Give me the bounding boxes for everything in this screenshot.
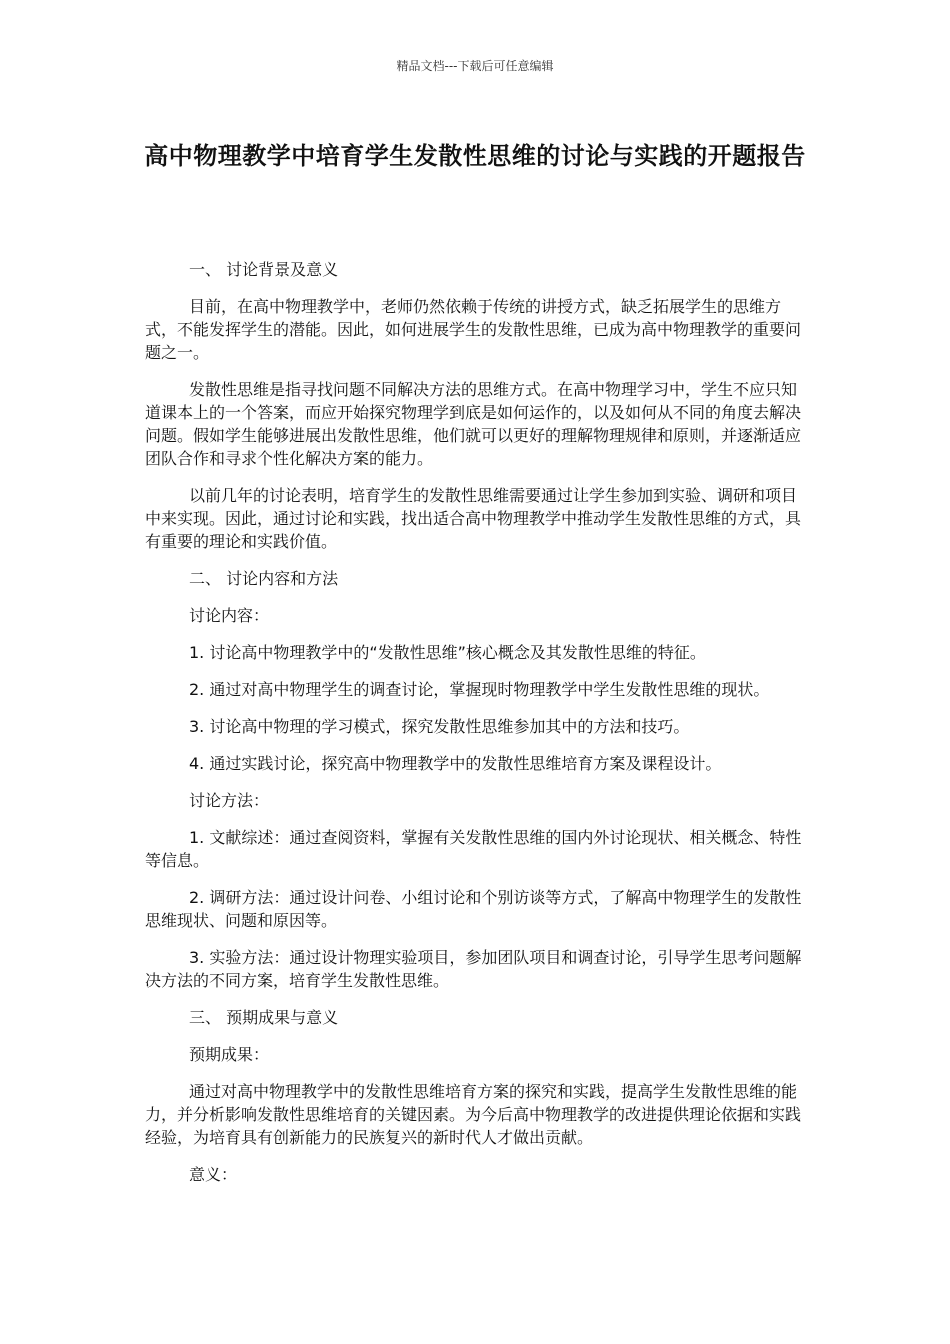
subheading: 讨论内容： bbox=[189, 606, 270, 625]
list-item: 3. 讨论高中物理的学习模式，探究发散性思维参加其中的方法和技巧。 bbox=[189, 717, 690, 736]
list-item: 4. 通过实践讨论，探究高中物理教学中的发散性思维培育方案及课程设计。 bbox=[189, 754, 722, 773]
list-item: 2. 调研方法：通过设计问卷、小组讨论和个别访谈等方式，了解高中物理学生的发散性思维现状、问题和原因等。 bbox=[145, 888, 802, 930]
list-item: 2. 通过对高中物理学生的调查讨论，掌握现时物理教学中学生发散性思维的现状。 bbox=[189, 680, 770, 699]
subheading: 预期成果： bbox=[189, 1045, 270, 1064]
subheading: 意义： bbox=[189, 1165, 238, 1184]
paragraph: 通过对高中物理教学中的发散性思维培育方案的探究和实践，提高学生发散性思维的能力，并分析影响发散性思维培育的关键因素。为今后高中物理教学的改进提供理论依据和实践经验，为培育具有创新能力的民族复兴的新时代人才做出贡献。 bbox=[145, 1082, 802, 1147]
document-title: 高中物理教学中培育学生发散性思维的讨论与实践的开题报告 bbox=[144, 142, 806, 170]
paragraph: 目前，在高中物理教学中，老师仍然依赖于传统的讲授方式，缺乏拓展学生的思维方式，不能发挥学生的潜能。因此，如何进展学生的发散性思维，已成为高中物理教学的重要问题之一。 bbox=[145, 297, 802, 362]
subheading: 讨论方法： bbox=[189, 791, 270, 810]
paragraph: 发散性思维是指寻找问题不同解决方法的思维方式。在高中物理学习中，学生不应只知道课本上的一个答案，而应开始探究物理学到底是如何运作的，以及如何从不同的角度去解决问题。假如学生能够进展出发散性思维，他们就可以更好的理解物理规律和原则，并逐渐适应团队合作和寻求个性化解决方案的能力。 bbox=[145, 380, 802, 468]
section-heading: 一、 讨论背景及意义 bbox=[189, 260, 339, 279]
list-item: 1. 讨论高中物理教学中的“发散性思维”核心概念及其发散性思维的特征。 bbox=[189, 643, 706, 662]
section-heading: 二、 讨论内容和方法 bbox=[189, 569, 339, 588]
list-item: 3. 实验方法：通过设计物理实验项目，参加团队项目和调查讨论，引导学生思考问题解决方法的不同方案，培育学生发散性思维。 bbox=[145, 948, 802, 990]
section-heading: 三、 预期成果与意义 bbox=[189, 1008, 339, 1027]
document-body bbox=[145, 258, 807, 1200]
page-header: 精品文档---下载后可任意编辑 bbox=[396, 59, 554, 73]
paragraph: 以前几年的讨论表明，培育学生的发散性思维需要通过让学生参加到实验、调研和项目中来实现。因此，通过讨论和实践，找出适合高中物理教学中推动学生发散性思维的方式，具有重要的理论和实践价值。 bbox=[145, 486, 802, 551]
list-item: 1. 文献综述：通过查阅资料，掌握有关发散性思维的国内外讨论现状、相关概念、特性等信息。 bbox=[145, 828, 802, 870]
